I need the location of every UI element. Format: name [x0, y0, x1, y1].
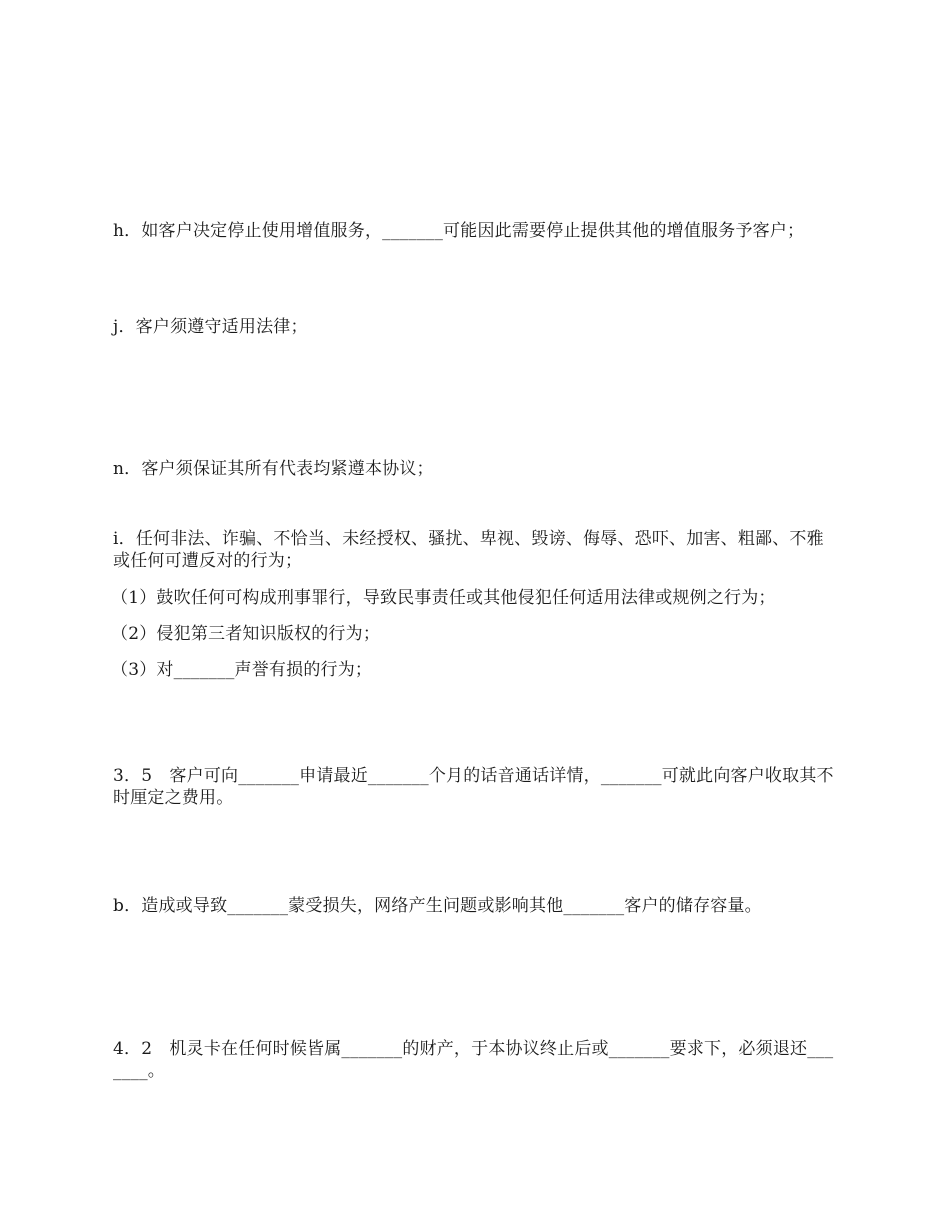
paragraph-h: h．如客户决定停止使用增值服务，_______可能因此需要停止提供其他的增值服务予客户； — [113, 221, 805, 241]
paragraph-item-2: （2）侵犯第三者知识版权的行为； — [111, 624, 381, 644]
paragraph-3-5: 3．5 客户可向_______申请最近_______个月的话音通话详情，_______可就此向客户收取其不时厘定之费用。 — [113, 766, 834, 808]
paragraph-4-2: 4．2 机灵卡在任何时候皆属_______的财产，于本协议终止后或_______要求下，必须退还_______。 — [113, 1039, 834, 1081]
paragraph-n: n．客户须保证其所有代表均紧遵本协议； — [113, 459, 434, 479]
paragraph-j: j．客户须遵守适用法律； — [113, 317, 308, 337]
paragraph-b: b．造成或导致_______蒙受损失，网络产生问题或影响其他_______客户的储存容量。 — [113, 896, 762, 916]
paragraph-item-3: （3）对_______声誉有损的行为； — [111, 660, 373, 680]
paragraph-item-1: （1）鼓吹任何可构成刑事罪行，导致民事责任或其他侵犯任何适用法律或规例之行为； — [111, 588, 776, 608]
paragraph-i: i．任何非法、诈骗、不恰当、未经授权、骚扰、卑视、毁谤、侮辱、恐吓、加害、粗鄙、不雅或任何可遭反对的行为； — [113, 529, 824, 571]
